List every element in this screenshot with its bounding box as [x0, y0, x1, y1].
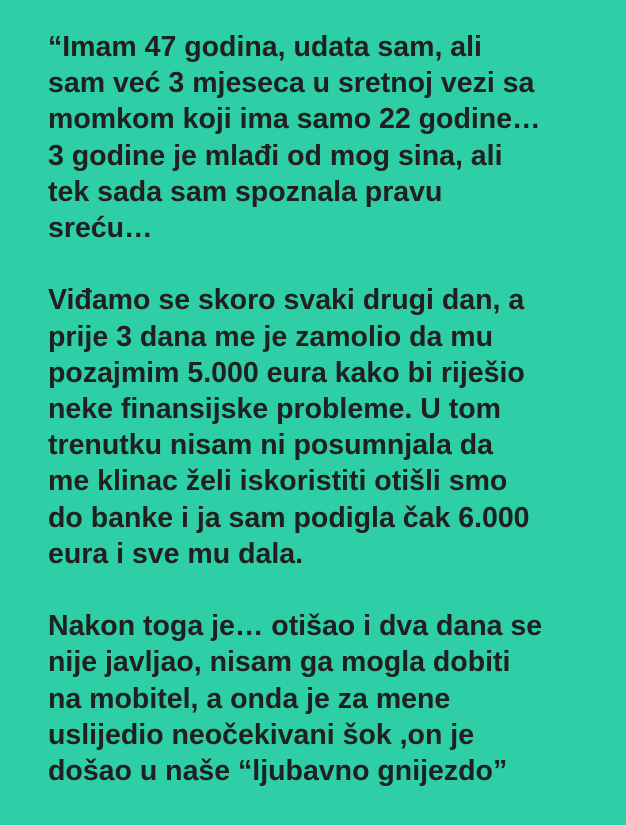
story-line: Nakon toga je… otišao i dva dana se [48, 610, 543, 643]
story-line: Viđamo se skoro svaki drugi dan, a [48, 284, 525, 317]
story-paragraph-1 [48, 29, 608, 246]
story-line: nije javljao, nisam ga mogla dobiti [48, 646, 511, 679]
story-line: pozajmim 5.000 eura kako bi riješio [48, 356, 525, 389]
story-paragraph-3 [48, 608, 608, 789]
story-text [48, 29, 608, 825]
story-line: 3 godine je mlađi od mog sina, ali [48, 139, 503, 172]
story-paragraph-2 [48, 282, 608, 572]
story-line: trenutku nisam ni posumnjala da [48, 429, 493, 462]
story-line: do banke i ja sam podigla čak 6.000 [48, 501, 530, 534]
story-line: uslijedio neočekivani šok ,on je [48, 718, 475, 751]
story-line: “Imam 47 godina, udata sam, ali [48, 31, 482, 63]
story-line: sreću… [48, 212, 153, 245]
story-line: došao u naše “ljubavno gnijezdo” [48, 755, 508, 788]
story-line: tek sada sam spoznala pravu [48, 175, 443, 208]
story-line: momkom koji ima samo 22 godine… [48, 103, 541, 136]
story-line: prije 3 dana me je zamolio da mu [48, 320, 494, 353]
story-line: eura i sve mu dala. [48, 537, 304, 570]
story-line: sam već 3 mjeseca u sretnoj vezi sa [48, 67, 535, 100]
story-line: neke finansijske probleme. U tom [48, 393, 501, 426]
story-line: me klinac želi iskoristiti otišli smo [48, 465, 508, 498]
story-line: na mobitel, a onda je za mene [48, 682, 451, 715]
